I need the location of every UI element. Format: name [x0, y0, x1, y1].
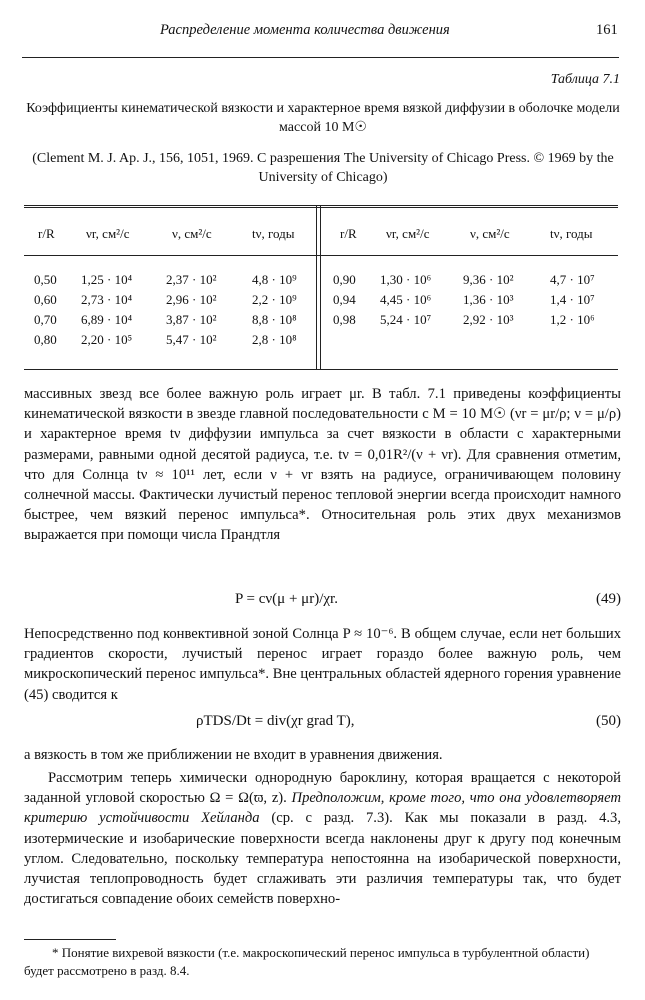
paragraph-text: Непосредственно под конвективной зоной Солнца P ≈ 10⁻⁶. В общем случае, если нет больших градиентов скорости, лучистый перенос играет гораздо более важную роль, чем микроскопический перенос импульса*. Вне центральных областей ядерного горения уравнение (45) сводится к	[24, 626, 621, 703]
paragraph	[24, 624, 621, 705]
table-header-cell: tν, годы	[252, 226, 295, 241]
table-cell: 1,36 · 10³	[463, 292, 514, 307]
emphasis-text: Предположим, кроме того, что она удовлетворяет критерию устойчивости Хейланда	[24, 790, 621, 827]
table-cell: 0,90	[333, 272, 356, 287]
table-divider-line	[316, 205, 317, 369]
table-cell: 1,25 · 10⁴	[81, 272, 133, 287]
equation-49: P = cν(μ + μr)/χr.	[235, 591, 338, 607]
table-cell: 3,87 · 10²	[166, 312, 217, 327]
footnote: * Понятие вихревой вязкости (т.е. макроскопический перенос импульса в турбулентной области) будет рассмотрено в разд. 8.4.	[24, 945, 590, 978]
table-cell: 2,2 · 10⁹	[252, 292, 297, 307]
table-divider-line-2	[320, 205, 321, 369]
table-cell: 2,37 · 10²	[166, 272, 217, 287]
table-cell: 4,8 · 10⁹	[252, 272, 297, 287]
table-cell: 4,7 · 10⁷	[550, 272, 595, 287]
page-number: 161	[596, 22, 618, 38]
header-rule	[22, 57, 619, 58]
table-top-rule	[24, 205, 618, 206]
table-cell: 1,30 · 10⁶	[380, 272, 432, 287]
table-cell: 2,8 · 10⁸	[252, 332, 297, 347]
paragraph-text: Рассмотрим теперь химически однородную бароклину, которая вращается с некоторой заданной угловой скоростью Ω = Ω(ϖ, z).	[24, 770, 621, 807]
table-header-cell: νr, см²/с	[86, 226, 130, 241]
table-caption: Коэффициенты кинематической вязкости и характерное время вязкой диффузии в оболочке модели массой 10 M☉	[26, 101, 620, 135]
table-cell: 2,92 · 10³	[463, 312, 514, 327]
table-cell: 9,36 · 10²	[463, 272, 514, 287]
table-header-cell: ν, см²/с	[172, 226, 212, 241]
table-header-cell: tν, годы	[550, 226, 593, 241]
table-header-cell: r/R	[340, 226, 357, 241]
paragraph	[24, 384, 621, 546]
table-cell: 6,89 · 10⁴	[81, 312, 133, 327]
table-cell: 0,80	[34, 332, 57, 347]
table-header-cell: ν, см²/с	[470, 226, 510, 241]
paragraph-text: а вязкость в том же приближении не входит в уравнения движения.	[24, 747, 443, 763]
table-cell: 5,47 · 10²	[166, 332, 217, 347]
table-cell: 0,50	[34, 272, 57, 287]
table-cell: 1,2 · 10⁶	[550, 312, 595, 327]
table-top-rule-2	[24, 207, 618, 208]
table-label: Таблица 7.1	[550, 72, 620, 87]
table-cell: 2,96 · 10²	[166, 292, 217, 307]
table-cell: 4,45 · 10⁶	[380, 292, 432, 307]
table-cell: 8,8 · 10⁸	[252, 312, 297, 327]
table-cell: 1,4 · 10⁷	[550, 292, 595, 307]
equation-number: (49)	[596, 591, 621, 607]
table-cell: 0,60	[34, 292, 57, 307]
table-source: (Clement M. J. Ap. J., 156, 1051, 1969. С разрешения The University of Chicago Press. © 1969 by the University of Chicago)	[32, 151, 614, 185]
paragraph	[24, 745, 621, 765]
table-cell: 0,70	[34, 312, 57, 327]
table-bottom-rule	[24, 369, 618, 370]
table-header-rule	[24, 255, 618, 256]
table-cell: 0,94	[333, 292, 356, 307]
table-cell: 5,24 · 10⁷	[380, 312, 432, 327]
equation-50: ρTDS/Dt = div(χr grad T),	[196, 713, 355, 729]
table-cell: 2,73 · 10⁴	[81, 292, 133, 307]
paragraph	[24, 768, 621, 909]
paragraph-text: массивных звезд все более важную роль играет μr. В табл. 7.1 приведены коэффициенты кинематической вязкости в звезде главной последовательности с M = 10 M☉ (νr = μr/ρ; ν = μ/ρ) и характерное время tν диффузии импульса за счет вязкости в области с характерными размерами, равными одной десятой радиуса, т.е. tν = 0,01R²/(ν + νr). Для сравнения отметим, что для Солнца tν ≈ 10¹¹ лет, если ν + νr взять на радиусе, ограничивающем половину солнечной массы. Фактически лучистый перенос тепловой энергии всегда происходит намного быстрее, чем вязкий перенос импульса*. Относительная роль этих двух механизмов выражается при помощи числа Прандтля	[24, 386, 621, 544]
footnote-rule	[24, 939, 116, 940]
table-cell: 2,20 · 10⁵	[81, 332, 133, 347]
table-header-cell: νr, см²/с	[386, 226, 430, 241]
paragraph-text: (ср. с разд. 7.3). Как мы показали в разд. 4.3, изотермические и изобарические поверхности всегда наклонены друг к другу под конечным углом. Следовательно, поскольку температура непостоянна на изобарической поверхности, лучистая теплопроводность будет сглаживать эти различия температуры так, что будет достигаться совпадение обоих семейств поверхно-	[24, 810, 621, 908]
running-title: Распределение момента количества движения	[160, 22, 450, 38]
table-header-cell: r/R	[38, 226, 55, 241]
table-cell: 0,98	[333, 312, 356, 327]
equation-number: (50)	[596, 713, 621, 729]
